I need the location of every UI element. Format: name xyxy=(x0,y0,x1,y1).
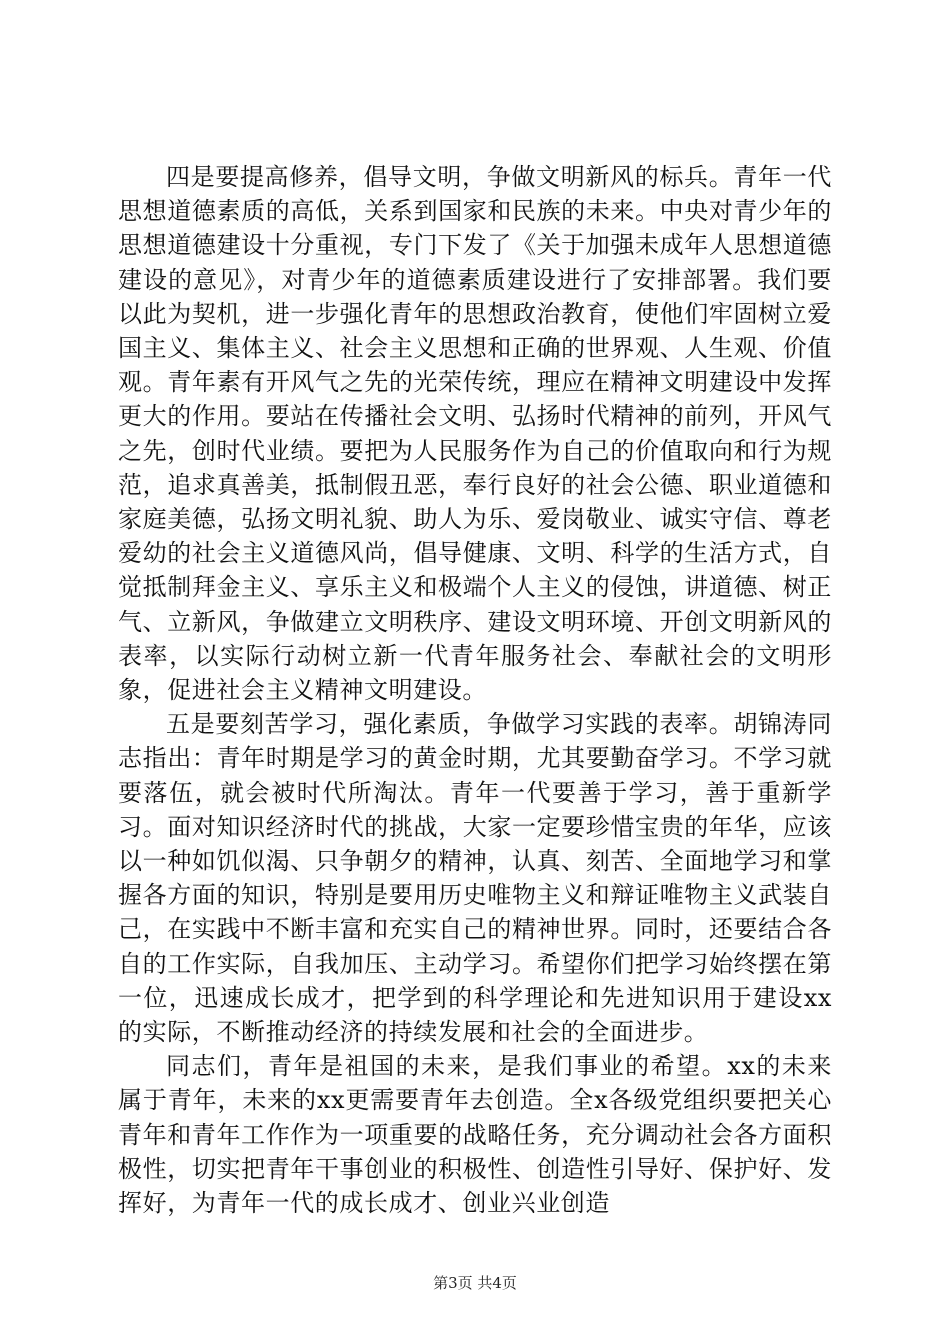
page-number-footer: 第3页 共4页 xyxy=(433,1274,517,1292)
paragraph-3: 同志们，青年是祖国的未来，是我们事业的希望。xx的未来属于青年，未来的xx更需要青年去创造。全x各级党组织要把关心青年和青年工作作为一项重要的战略任务，充分调动社会各方面积极性，切实把青年干事创业的积极性、创造性引导好、保护好、发挥好，为青年一代的成长成才、创业兴业创造 xyxy=(118,1052,832,1218)
paragraph-1: 四是要提高修养，倡导文明，争做文明新风的标兵。青年一代思想道德素质的高低，关系到国家和民族的未来。中央对青少年的思想道德建设十分重视，专门下发了《关于加强未成年人思想道德建设的意见》，对青少年的道德素质建设进行了安排部署。我们要以此为契机，进一步强化青年的思想政治教育，使他们牢固树立爱国主义、集体主义、社会主义思想和正确的世界观、人生观、价值观。青年素有开风气之先的光荣传统，理应在精神文明建设中发挥更大的作用。要站在传播社会文明、弘扬时代精神的前列，开风气之先，创时代业绩。要把为人民服务作为自己的价值取向和行为规范，追求真善美，抵制假丑恶，奉行良好的社会公德、职业道德和家庭美德，弘扬文明礼貌、助人为乐、爱岗敬业、诚实守信、尊老爱幼的社会主义道德风尚，倡导健康、文明、科学的生活方式，自觉抵制拜金主义、享乐主义和极端个人主义的侵蚀，讲道德、树正气、立新风，争做建立文明秩序、建设文明环境、开创文明新风的表率，以实际行动树立新一代青年服务社会、奉献社会的文明形象，促进社会主义精神文明建设。 xyxy=(118,163,832,705)
document-body xyxy=(118,160,832,1220)
paragraph-2: 五是要刻苦学习，强化素质，争做学习实践的表率。胡锦涛同志指出：青年时期是学习的黄金时期，尤其要勤奋学习。不学习就要落伍，就会被时代所淘汰。青年一代要善于学习，善于重新学习。面对知识经济时代的挑战，大家一定要珍惜宝贵的年华，应该以一种如饥似渴、只争朝夕的精神，认真、刻苦、全面地学习和掌握各方面的知识，特别是要用历史唯物主义和辩证唯物主义武装自己，在实践中不断丰富和充实自己的精神世界。同时，还要结合各自的工作实际，自我加压、主动学习。希望你们把学习始终摆在第一位，迅速成长成才，把学到的科学理论和先进知识用于建设xx的实际，不断推动经济的持续发展和社会的全面进步。 xyxy=(118,710,832,1047)
